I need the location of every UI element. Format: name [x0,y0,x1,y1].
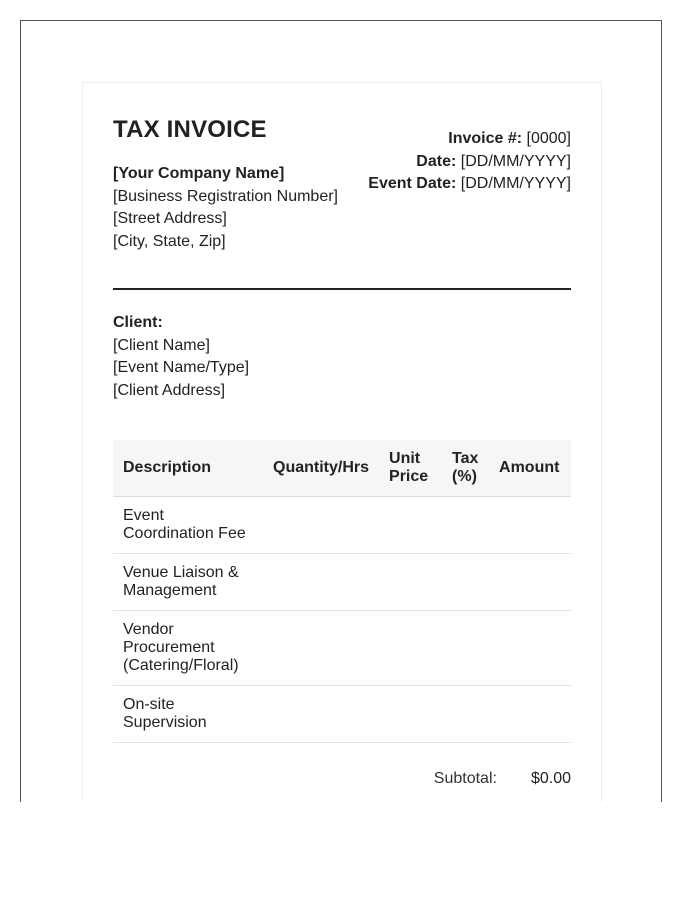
row-quantity [263,497,379,554]
table-header-row [113,440,571,497]
table-row [113,686,571,743]
invoice-sheet [82,82,602,802]
client-heading: Client: [113,314,163,331]
table-row [113,554,571,611]
col-description: Description [113,440,263,497]
col-quantity: Quantity/Hrs [263,440,379,497]
row-unit-price [379,497,442,554]
row-tax [442,611,489,686]
event-date-label: Event Date: [368,175,457,192]
row-description: Venue Liaison & Management [113,554,263,611]
row-tax [442,554,489,611]
client-block [113,312,249,402]
row-quantity [263,554,379,611]
row-amount [489,686,571,743]
col-amount: Amount [489,440,571,497]
subtotal-label: Subtotal: [433,770,497,787]
invoice-date-label: Date: [416,152,457,170]
row-unit-price [379,554,442,611]
invoice-date-line [368,151,571,174]
invoice-number-value: [0000] [526,130,571,147]
client-name: [Client Name] [113,336,210,354]
invoice-date-value: [DD/MM/YYYY] [460,152,571,170]
event-date-value: [DD/MM/YYYY] [460,175,571,192]
invoice-number-line [368,128,571,151]
subtotal-line [434,770,571,788]
company-street: [Street Address] [113,210,227,227]
event-date-line [368,173,571,196]
invoice-meta [368,128,571,196]
client-event: [Event Name/Type] [113,359,250,376]
row-unit-price [379,611,442,686]
subtotal-value: $0.00 [530,770,571,787]
line-items-table [113,440,571,743]
table-row [113,497,571,554]
row-tax [442,686,489,743]
row-quantity [263,611,379,686]
table-row [113,611,571,686]
row-description: Event Coordination Fee [113,497,263,554]
company-name: [Your Company Name] [113,165,285,182]
company-block [113,163,338,253]
row-description: On-site Supervision [113,686,263,743]
document-viewport [20,20,662,802]
company-city: [City, State, Zip] [113,232,226,250]
invoice-number-label: Invoice #: [448,130,523,147]
row-description: Vendor Procurement (Catering/Floral) [113,611,263,686]
row-amount [489,497,571,554]
row-unit-price [379,686,442,743]
header-divider [113,288,571,290]
row-amount [489,611,571,686]
col-unit-price: Unit Price [379,440,442,497]
row-quantity [263,686,379,743]
row-amount [489,554,571,611]
col-tax: Tax (%) [442,440,489,497]
client-address: [Client Address] [113,381,226,399]
row-tax [442,497,489,554]
invoice-content [113,116,571,787]
company-registration: [Business Registration Number] [113,187,338,205]
invoice-title: TAX INVOICE [113,116,267,143]
